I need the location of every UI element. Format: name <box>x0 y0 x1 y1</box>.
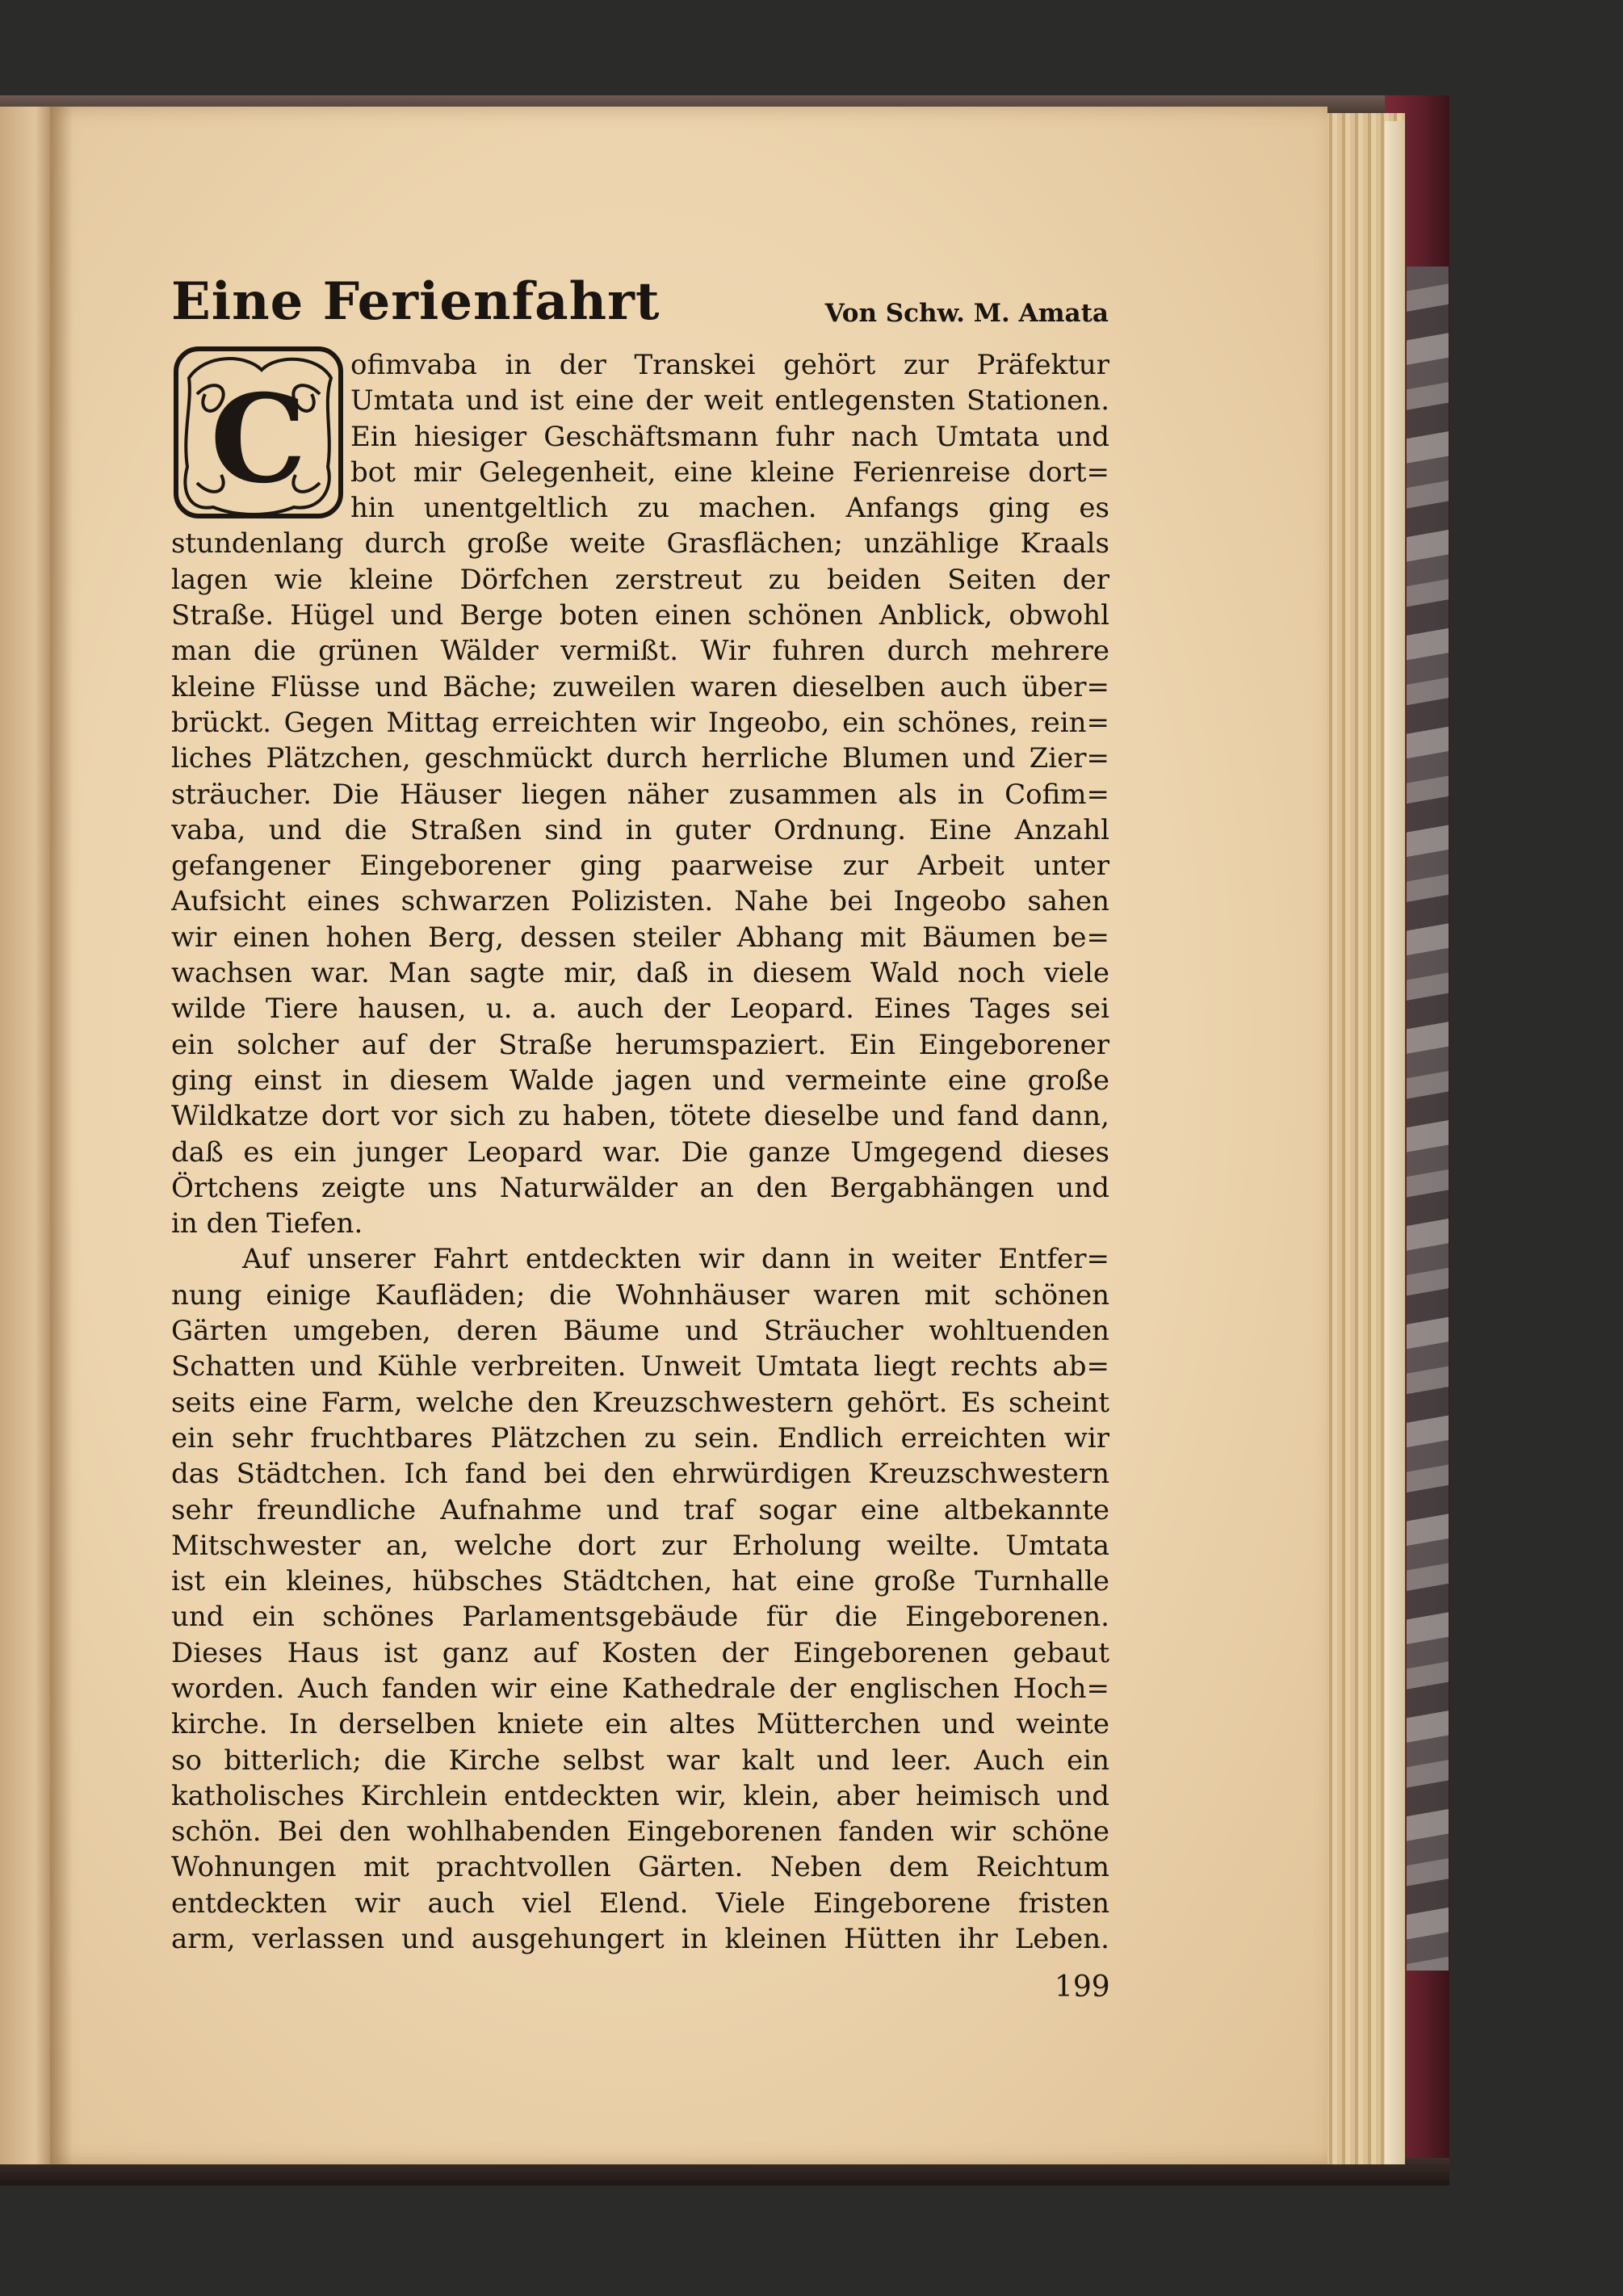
text-line: stundenlang durch große weite Grasflächen; unzählige Kraals <box>171 527 1109 560</box>
text-line: liches Plätzchen, geschmückt durch herrliche Blumen und Zier= <box>171 742 1109 775</box>
page-stack-edge-highlight <box>1385 121 1405 2164</box>
text-line: daß es ein junger Leopard war. Die ganze Umgegend dieses <box>171 1135 1109 1169</box>
text-line: man die grünen Wälder vermißt. Wir fuhren durch mehrere <box>171 635 1109 668</box>
text-line: kleine Flüsse und Bäche; zuweilen waren dieselben auch über= <box>171 670 1109 703</box>
text-line: in den Tiefen. <box>171 1207 363 1240</box>
text-line: Gärten umgeben, deren Bäume und Sträucher wohltuenden <box>171 1315 1109 1348</box>
text-line: schön. Bei den wohlhabenden Eingeborenen fanden wir schöne <box>171 1815 1109 1849</box>
text-line: entdeckten wir auch viel Elend. Viele Eingeborene fristen <box>171 1887 1109 1920</box>
article-body <box>171 347 1109 1957</box>
text-line: ging einst in diesem Walde jagen und vermeinte eine große <box>171 1064 1109 1097</box>
text-line: arm, verlassen und ausgehungert in kleinen Hütten ihr Leben. <box>171 1923 1109 1956</box>
book-cover-marbled-board <box>1407 267 1449 1971</box>
text-line: ist ein kleines, hübsches Städtchen, hat eine große Turnhalle <box>171 1565 1109 1598</box>
text-line: Dieses Haus ist ganz auf Kosten der Eingeborenen gebaut <box>171 1636 1109 1669</box>
text-line: so bitterlich; die Kirche selbst war kalt und leer. Auch ein <box>171 1744 1109 1777</box>
text-line: ofimvaba in der Transkei gehört zur Präfektur <box>350 349 1109 381</box>
article-author: Von Schw. M. Amata <box>824 299 1109 328</box>
text-line: kirche. In derselben kniete ein altes Mütterchen und weinte <box>171 1708 1109 1741</box>
text-line: Örtchens zeigte uns Naturwälder an den Bergabhängen und <box>171 1171 1109 1204</box>
text-line: Straße. Hügel und Berge boten einen schönen Anblick, obwohl <box>171 599 1109 632</box>
text-line: sehr freundliche Aufnahme und traf sogar eine altbekannte <box>171 1493 1109 1526</box>
text-line: nung einige Kaufläden; die Wohnhäuser waren mit schönen <box>171 1278 1109 1312</box>
text-line: wilde Tiere hausen, u. a. auch der Leopard. Eines Tages sei <box>171 993 1109 1026</box>
text-line: ein solcher auf der Straße herumspaziert. Ein Eingeborener <box>171 1028 1109 1061</box>
text-line: sträucher. Die Häuser liegen näher zusammen als in Cofim= <box>171 778 1109 811</box>
text-line: lagen wie kleine Dörfchen zerstreut zu beiden Seiten der <box>171 563 1109 596</box>
text-line: vaba, und die Straßen sind in guter Ordnung. Eine Anzahl <box>171 813 1109 846</box>
text-line: Ein hiesiger Geschäftsmann fuhr nach Umtata und <box>350 420 1109 453</box>
text-line: Aufsicht eines schwarzen Polizisten. Nahe bei Ingeobo sahen <box>171 885 1109 918</box>
text-line: ein sehr fruchtbares Plätzchen zu sein. Endlich erreichten wir <box>171 1421 1109 1454</box>
page-gutter-shadow <box>50 107 73 2164</box>
text-line: Wohnungen mit prachtvollen Gärten. Neben dem Reichtum <box>171 1851 1109 1884</box>
text-line: bot mir Gelegenheit, eine kleine Ferienreise dort= <box>350 455 1109 489</box>
drop-cap-letter: C <box>210 368 307 510</box>
text-line: Mitschwester an, welche dort zur Erholung weilte. Umtata <box>171 1529 1109 1562</box>
text-line: das Städtchen. Ich fand bei den ehrwürdigen Kreuzschwestern <box>171 1458 1109 1491</box>
text-line: und ein schönes Parlamentsgebäude für die Eingeborenen. <box>171 1601 1109 1634</box>
text-line: brückt. Gegen Mittag erreichten wir Ingeobo, ein schönes, rein= <box>171 706 1109 739</box>
text-line: wachsen war. Man sagte mir, daß in diesem Wald noch viele <box>171 957 1109 990</box>
text-line: katholisches Kirchlein entdeckten wir, klein, aber heimisch und <box>171 1779 1109 1812</box>
text-line: gefangener Eingeborener ging paarweise zur Arbeit unter <box>171 850 1109 883</box>
text-line: hin unentgeltlich zu machen. Anfangs ging es <box>350 492 1109 525</box>
article-title: Eine Ferienfahrt <box>171 271 661 332</box>
text-line: Auf unserer Fahrt entdeckten wir dann in weiter Entfer= <box>242 1243 1109 1276</box>
text-line: Wildkatze dort vor sich zu haben, tötete dieselbe und fand dann, <box>171 1100 1109 1133</box>
text-line: Schatten und Kühle verbreiten. Unweit Umtata liegt rechts ab= <box>171 1350 1109 1383</box>
page-number: 199 <box>1055 1971 1110 2004</box>
text-line: Umtata und ist eine der weit entlegensten Stationen. <box>350 384 1109 418</box>
text-line: seits eine Farm, welche den Kreuzschwestern gehört. Es scheint <box>171 1386 1109 1419</box>
left-facing-page <box>0 107 50 2164</box>
text-line: worden. Auch fanden wir eine Kathedrale der englischen Hoch= <box>171 1672 1109 1705</box>
text-line: wir einen hohen Berg, dessen steiler Abhang mit Bäumen be= <box>171 921 1109 954</box>
